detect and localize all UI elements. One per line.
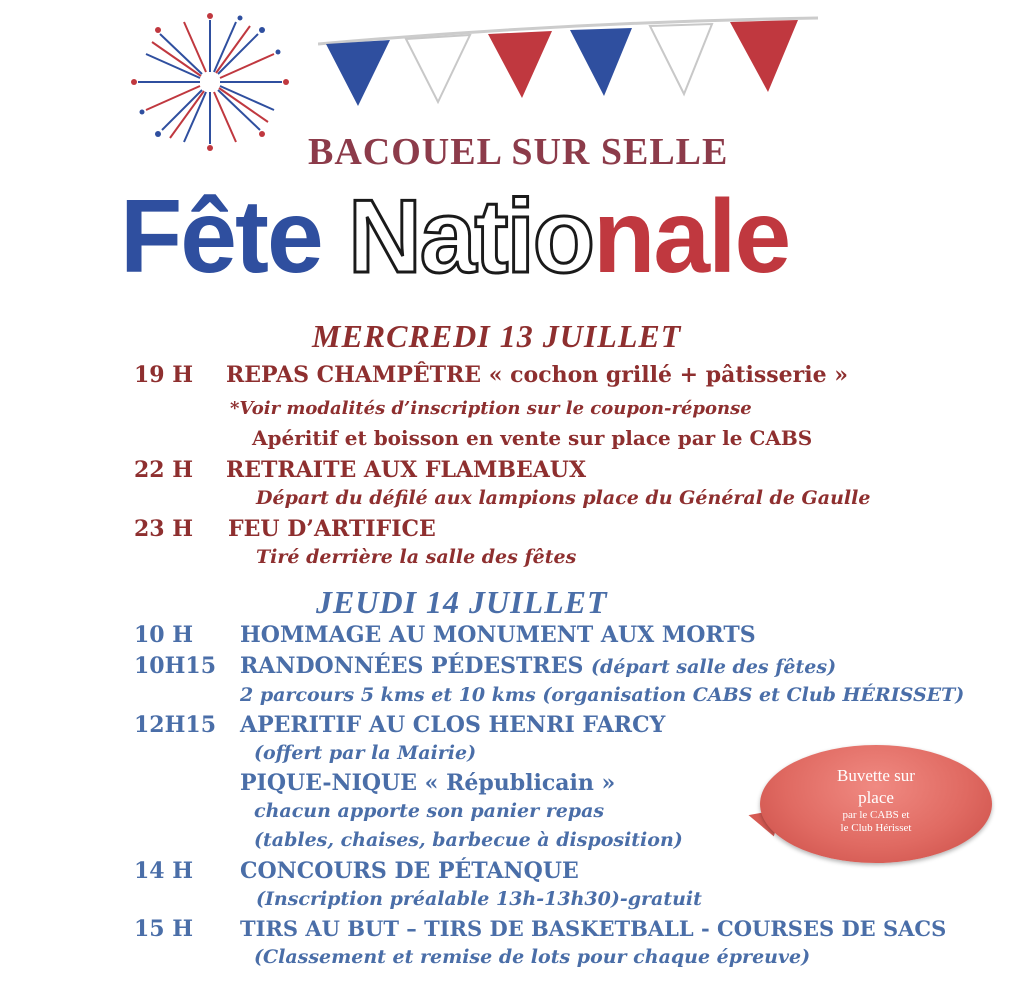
event-note: (offert par la Mairie) [254,742,477,764]
page-title [120,178,789,297]
event-time: 14 H [134,858,194,884]
event-note: Apéritif et boisson en vente sur place par le CABS [252,426,813,450]
event-note: (Inscription préalable 13h-13h30)-gratuit [256,888,702,910]
day-heading-wednesday: MERCREDI 13 JUILLET [312,318,682,354]
event-time: 10H15 [134,653,217,679]
event-time: 15 H [134,916,194,942]
title-part-white: Natio [348,179,594,295]
event-title: CONCOURS DE PÉTANQUE [240,858,579,884]
event-note: Départ du défilé aux lampions place du Général de Gaulle [256,487,871,509]
event-time: 10 H [134,622,194,648]
event-title-text: RANDONNÉES PÉDESTRES [240,653,584,679]
bubble-line: place [858,788,894,807]
town-name: BACOUEL SUR SELLE [308,131,729,173]
bubble-line: Buvette sur [837,766,915,785]
event-note: chacun apporte son panier repas [254,800,605,822]
bunting-decoration [318,14,818,114]
event-note: (tables, chaises, barbecue à disposition) [254,829,683,851]
event-time: 12H15 [134,712,217,738]
speech-bubble-text [760,765,992,835]
event-note: 2 parcours 5 kms et 10 kms (organisation CABS et Club HÉRISSET) [240,684,965,706]
event-note: *Voir modalités d’inscription sur le coupon-réponse [230,398,752,419]
event-time: 19 H [134,362,194,388]
event-time: 23 H [134,516,194,542]
fireworks-icon [125,10,295,155]
event-title-note: (départ salle des fêtes) [591,656,837,678]
title-part-red: nale [593,179,790,295]
bubble-line: le Club Hérisset [840,822,912,834]
event-title: FEU D’ARTIFICE [228,516,436,542]
event-title [240,653,836,679]
event-time: 22 H [134,457,194,483]
day-heading-thursday: JEUDI 14 JUILLET [316,584,608,620]
event-title: TIRS AU BUT – TIRS DE BASKETBALL - COURSES DE SACS [240,916,947,941]
event-note: Tiré derrière la salle des fêtes [256,546,577,568]
event-note: (Classement et remise de lots pour chaque épreuve) [254,946,811,968]
event-title: HOMMAGE AU MONUMENT AUX MORTS [240,622,756,648]
event-title: APERITIF AU CLOS HENRI FARCY [240,712,666,738]
event-title: REPAS CHAMPÊTRE « cochon grillé + pâtisserie » [226,362,848,388]
bubble-line: par le CABS et [842,809,910,821]
event-title: PIQUE-NIQUE « Républicain » [240,770,616,796]
event-title: RETRAITE AUX FLAMBEAUX [226,457,587,483]
title-part-blue: Fête [120,179,322,295]
